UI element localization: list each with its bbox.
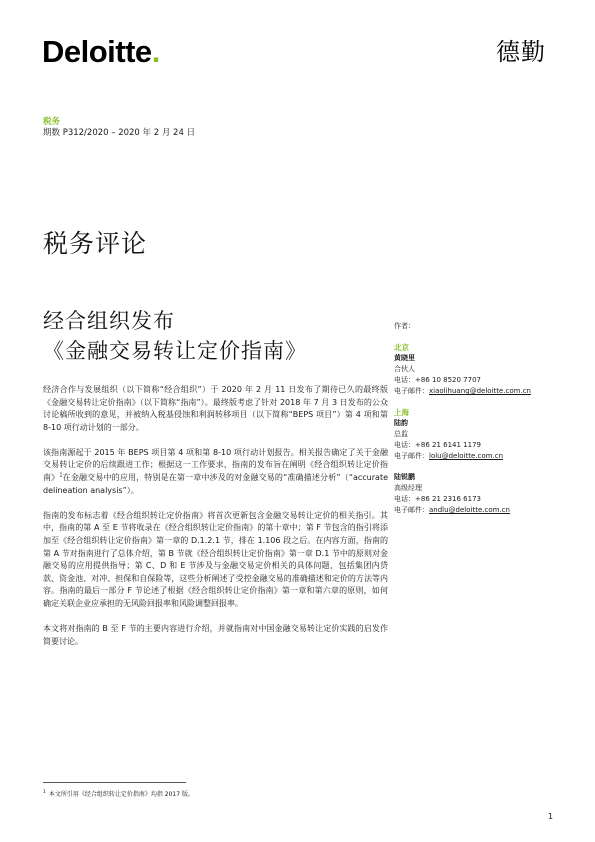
body-paragraph-3: 指南的发布标志着《经合组织转让定价指南》将首次更新包含金融交易转让定价的相关指引。其中，指南的第 A 至 E 节将收录在《经合组织转让定价指南》的第十章中；第 F 节包含的指引将添加至《经合组织转让定价指南》第一章的 D.1.2.1 节，排在 1.106 段之后。在内容方面，指南的第 A 节对指南进行了总体介绍，第 B 节就《经合组织转让定价指南》第一章 D.1 节中的原则对金融交易的应用提供指导；第 C、D 和 E 节涉及与金融交易定价相关的具体问题，包括集团内贷款、资金池、对冲、担保和自保险等，这些分析阐述了受控金融交易的准确描述和定价的方法等内容。指南的最后一部分 F 节论述了根据《经合组织转让定价指南》第一章和第六章的原则，如何确定关联企业应承担的无风险回报率和风险调整回报率。 (43, 510, 388, 608)
deloitte-logo (42, 36, 160, 67)
contact-name: 陆锐鹏 (394, 473, 415, 481)
section-label: 税务 (43, 117, 61, 127)
contact-email-row (394, 505, 564, 516)
contact-email-link[interactable]: xiaolihuang@deloitte.com.cn (429, 387, 531, 395)
footnote-reference[interactable]: 1 (59, 472, 63, 479)
footnote-text: 本文所引用《经合组织转让定价指南》均指 2017 版。 (48, 791, 194, 798)
page-number: 1 (548, 812, 554, 821)
contact-email-row (394, 451, 564, 462)
contact-city: 上海 (394, 408, 409, 417)
authors-sidebar (394, 321, 564, 526)
contact-city: 北京 (394, 343, 409, 352)
contact-title: 合伙人 (394, 365, 415, 373)
contact-email-link[interactable]: andlu@deloitte.com.cn (429, 506, 510, 514)
body-paragraph-1: 经济合作与发展组织（以下简称“经合组织”）于 2020 年 2 月 11 日发布了期待已久的最终版《金融交易转让定价指南》（以下简称“指南”）。最终版考虑了针对 2018 年 7 月 3 日发布的公众讨论稿所收到的意见，并被纳入税基侵蚀和利润转移项目（以下简称“BEPS 项目”）第 4 项和第 8-10 项行动计划的一部分。 (43, 385, 388, 432)
body-paragraph-4: 本文将对指南的 B 至 F 节的主要内容进行介绍，并就指南对中国金融交易转让定价实践的启发作简要讨论。 (43, 624, 388, 646)
headline-line-1: 经合组织发布 (43, 309, 175, 333)
contact-title: 总监 (394, 430, 408, 438)
email-label: 电子邮件： (394, 387, 429, 395)
email-label: 电子邮件： (394, 452, 429, 460)
issue-line: 期数 P312/2020 – 2020 年 2 月 24 日 (43, 128, 196, 138)
contact-phone: 电话：+86 21 6141 1179 (394, 441, 481, 449)
contact-title: 高级经理 (394, 484, 422, 492)
footnote-mark: 1 (43, 790, 46, 795)
body-paragraph-2 (43, 447, 388, 497)
contact-name: 陆韵 (394, 419, 408, 427)
contact-card (394, 472, 564, 516)
headline-line-2: 《金融交易转让定价指南》 (43, 339, 307, 363)
footnote (43, 789, 194, 798)
paragraph-2-text-before: 该指南源起于 2015 年 BEPS 项目第 4 项和第 8-10 项行动计划报告。相关报告确定了关于金融交易转让定价的后续跟进工作；根据这一工作要求，指南的发布旨在阐明《经合组织转让定价指南》 (43, 447, 388, 483)
contact-card (394, 342, 564, 397)
authors-label: 作者： (394, 322, 415, 330)
email-label: 电子邮件： (394, 506, 429, 514)
contact-email-link[interactable]: lolu@deloitte.com.cn (429, 452, 504, 460)
page-title: 税务评论 (43, 229, 148, 258)
logo-dot: . (151, 34, 160, 69)
contact-email-row (394, 386, 564, 397)
logo-word: Deloitte (42, 34, 152, 69)
contact-card (394, 407, 564, 462)
footnote-divider (43, 782, 186, 783)
contact-name: 黄晓里 (394, 354, 415, 362)
contact-phone: 电话：+86 10 8520 7707 (394, 376, 481, 384)
contact-phone: 电话：+86 21 2316 6173 (394, 495, 481, 503)
article-headline (43, 306, 307, 366)
article-body (43, 384, 388, 661)
paragraph-2-text-after: 在金融交易中的应用，特别是在第一章中涉及的对金融交易的“准确描述分析”（“accurate delineation analysis”）。 (43, 473, 388, 495)
deloitte-chinese-logo: 德勤 (496, 38, 546, 66)
